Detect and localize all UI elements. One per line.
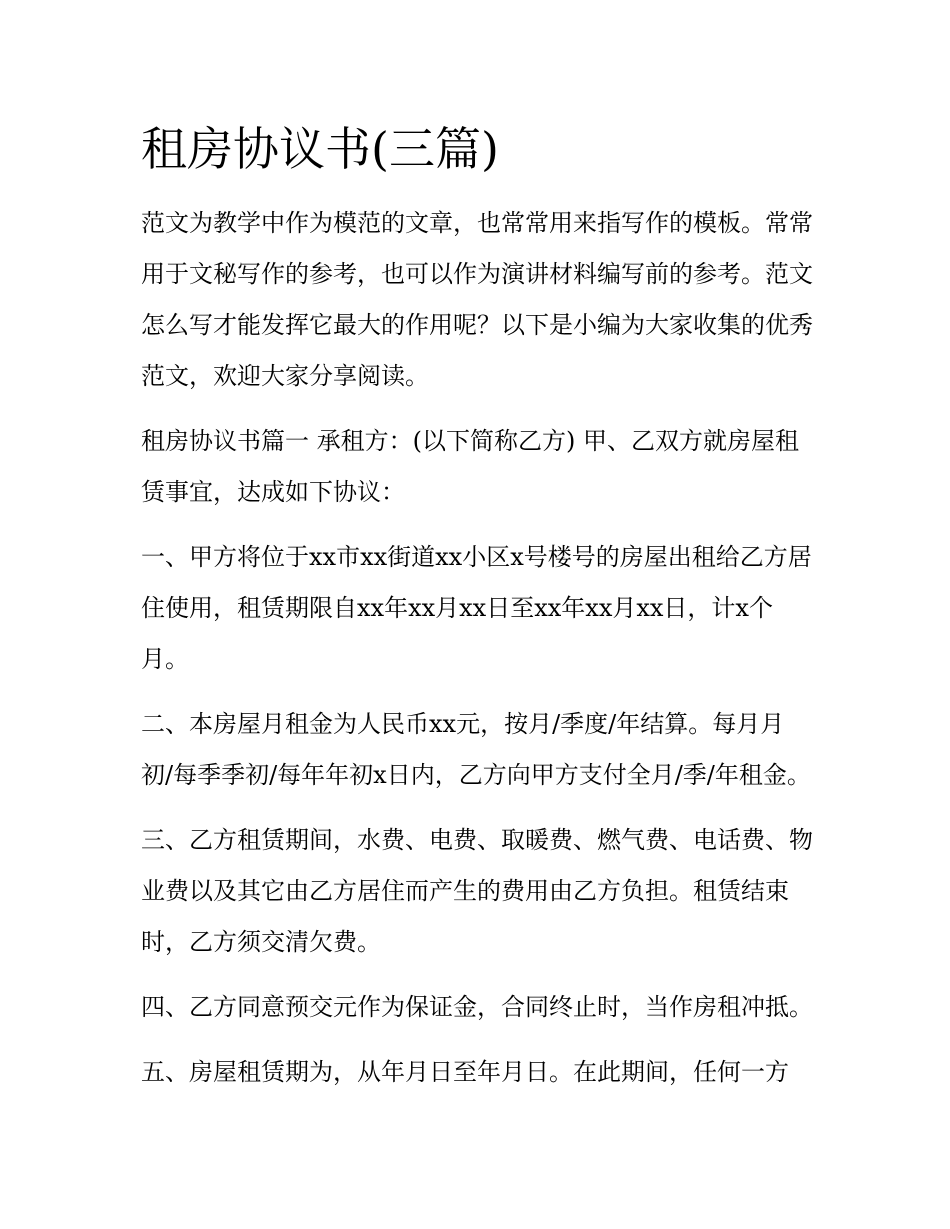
agreement-preamble: 租房协议书篇一 承租方：(以下简称乙方) 甲、乙双方就房屋租赁事宜，达成如下协议：	[141, 427, 799, 506]
clause-2: 二、本房屋月租金为人民币xx元，按月/季度/年结算。每月月初/每季季初/每年年初x日内，乙方向甲方支付全月/季/年租金。	[141, 710, 811, 789]
clause-5: 五、房屋租赁期为，从年月日至年月日。在此期间，任何一方	[141, 1058, 789, 1086]
intro-paragraph: 范文为教学中作为模范的文章，也常常用来指写作的模板。常常用于文秘写作的参考，也可以作为演讲材料编写前的参考。范文怎么写才能发挥它最大的作用呢？以下是小编为大家收集的优秀范文，欢迎大家分享阅读。	[141, 209, 813, 390]
document-body	[141, 118, 813, 1098]
clause-1: 一、甲方将位于xx市xx街道xx小区x号楼号的房屋出租给乙方居住使用，租赁期限自xx年xx月xx日至xx年xx月xx日，计x个月。	[141, 543, 812, 673]
document-title: 租房协议书(三篇)	[141, 122, 499, 176]
clause-4: 四、乙方同意预交元作为保证金，合同终止时，当作房租冲抵。	[141, 993, 813, 1021]
clause-3: 三、乙方租赁期间，水费、电费、取暖费、燃气费、电话费、物业费以及其它由乙方居住而产生的费用由乙方负担。租赁结束时，乙方须交清欠费。	[141, 826, 813, 956]
